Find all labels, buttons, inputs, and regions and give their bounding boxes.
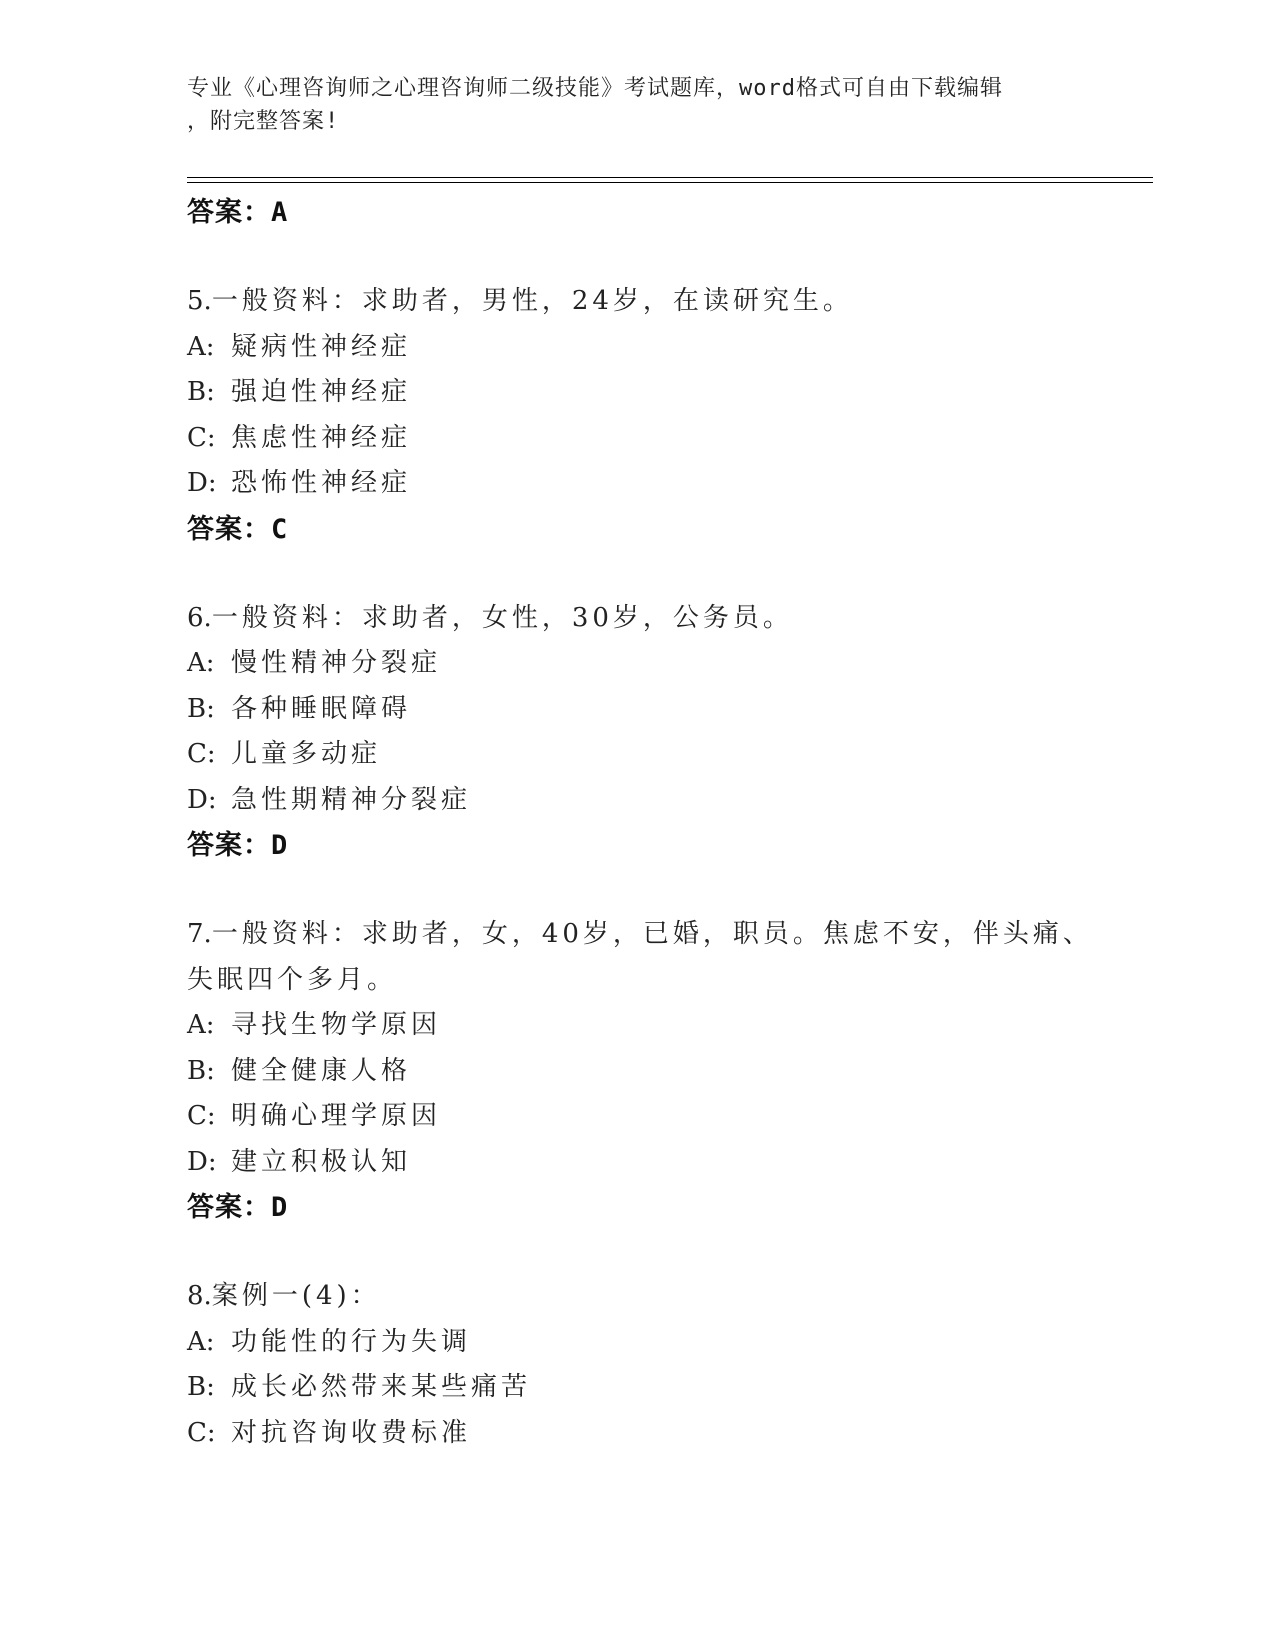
- question-number: 6.: [187, 602, 212, 633]
- option-text: 对抗咨询收费标准: [231, 1417, 472, 1448]
- option-letter: B:: [187, 377, 215, 407]
- option-letter: A:: [187, 1010, 215, 1040]
- option-text: 儿童多动症: [231, 739, 382, 769]
- answer-line: 答案：D: [187, 830, 289, 861]
- question-text: 一般资料：求助者，女性，30岁，公务员。: [211, 602, 793, 633]
- option-text: 建立积极认知: [231, 1146, 412, 1177]
- question-text: 一般资料：求助者，男性，24岁，在读研究生。: [211, 286, 853, 316]
- option-letter: D:: [187, 468, 217, 498]
- option-text: 明确心理学原因: [231, 1101, 442, 1131]
- option-a: [187, 1320, 1147, 1366]
- option-d: [187, 461, 1147, 507]
- question-title-continued: 失眠四个多月。: [187, 964, 398, 995]
- option-c: [187, 1094, 1147, 1140]
- question-title: [187, 279, 1147, 325]
- option-d: [187, 1140, 1147, 1186]
- answer-line: 答案：C: [187, 513, 289, 545]
- header-line-1: 专业《心理咨询师之心理咨询师二级技能》考试题库，word格式可自由下载编辑: [187, 76, 1003, 101]
- option-c: [187, 1411, 1147, 1457]
- option-c: [187, 732, 1147, 778]
- option-text: 健全健康人格: [231, 1055, 412, 1086]
- option-letter: D:: [187, 784, 217, 815]
- document-body: [187, 190, 1147, 1456]
- question-number: 7.: [187, 919, 212, 949]
- question-6: [187, 596, 1147, 869]
- question-title: [187, 596, 1147, 642]
- header-line-2: ，附完整答案!: [187, 109, 340, 134]
- option-text: 恐怖性神经症: [231, 468, 412, 498]
- option-text: 各种睡眠障碍: [231, 693, 412, 724]
- header-divider-bottom: [187, 182, 1153, 183]
- option-b: [187, 1049, 1147, 1095]
- question-7: [187, 912, 1147, 1230]
- option-text: 慢性精神分裂症: [231, 648, 442, 678]
- option-a: [187, 325, 1147, 371]
- option-letter: C:: [187, 1101, 216, 1131]
- question-text: 一般资料：求助者，女，40岁，已婚，职员。焦虑不安，伴头痛、: [211, 919, 1093, 949]
- option-letter: B:: [187, 1055, 215, 1086]
- option-a: [187, 641, 1147, 687]
- question-title: [187, 912, 1147, 958]
- question-title: [187, 1274, 1147, 1320]
- option-letter: C:: [187, 739, 216, 769]
- option-letter: B:: [187, 1372, 215, 1402]
- option-text: 成长必然带来某些痛苦: [231, 1372, 532, 1402]
- option-letter: A:: [187, 1326, 215, 1357]
- option-text: 疑病性神经症: [231, 331, 412, 362]
- option-b: [187, 370, 1147, 416]
- answer-line: 答案：D: [187, 1192, 289, 1223]
- option-letter: A:: [187, 648, 215, 678]
- option-b: [187, 1365, 1147, 1411]
- option-a: [187, 1003, 1147, 1049]
- option-text: 焦虑性神经症: [231, 422, 412, 453]
- question-number: 8.: [187, 1281, 212, 1311]
- question-text: 案例一(4)：: [211, 1281, 381, 1311]
- option-letter: C:: [187, 1417, 216, 1448]
- question-number: 5.: [187, 286, 212, 316]
- question-8: [187, 1274, 1147, 1456]
- option-text: 急性期精神分裂症: [231, 784, 472, 815]
- option-letter: D:: [187, 1146, 217, 1177]
- document-header: [187, 72, 1067, 138]
- header-divider-top: [187, 177, 1153, 178]
- option-b: [187, 687, 1147, 733]
- answer-line: 答案：A: [187, 197, 289, 228]
- option-letter: A:: [187, 331, 215, 362]
- option-text: 功能性的行为失调: [231, 1326, 472, 1357]
- option-letter: B:: [187, 693, 215, 724]
- option-c: [187, 416, 1147, 462]
- question-5: [187, 279, 1147, 552]
- option-d: [187, 778, 1147, 824]
- option-text: 强迫性神经症: [231, 377, 412, 407]
- option-text: 寻找生物学原因: [231, 1010, 442, 1040]
- option-letter: C:: [187, 422, 216, 453]
